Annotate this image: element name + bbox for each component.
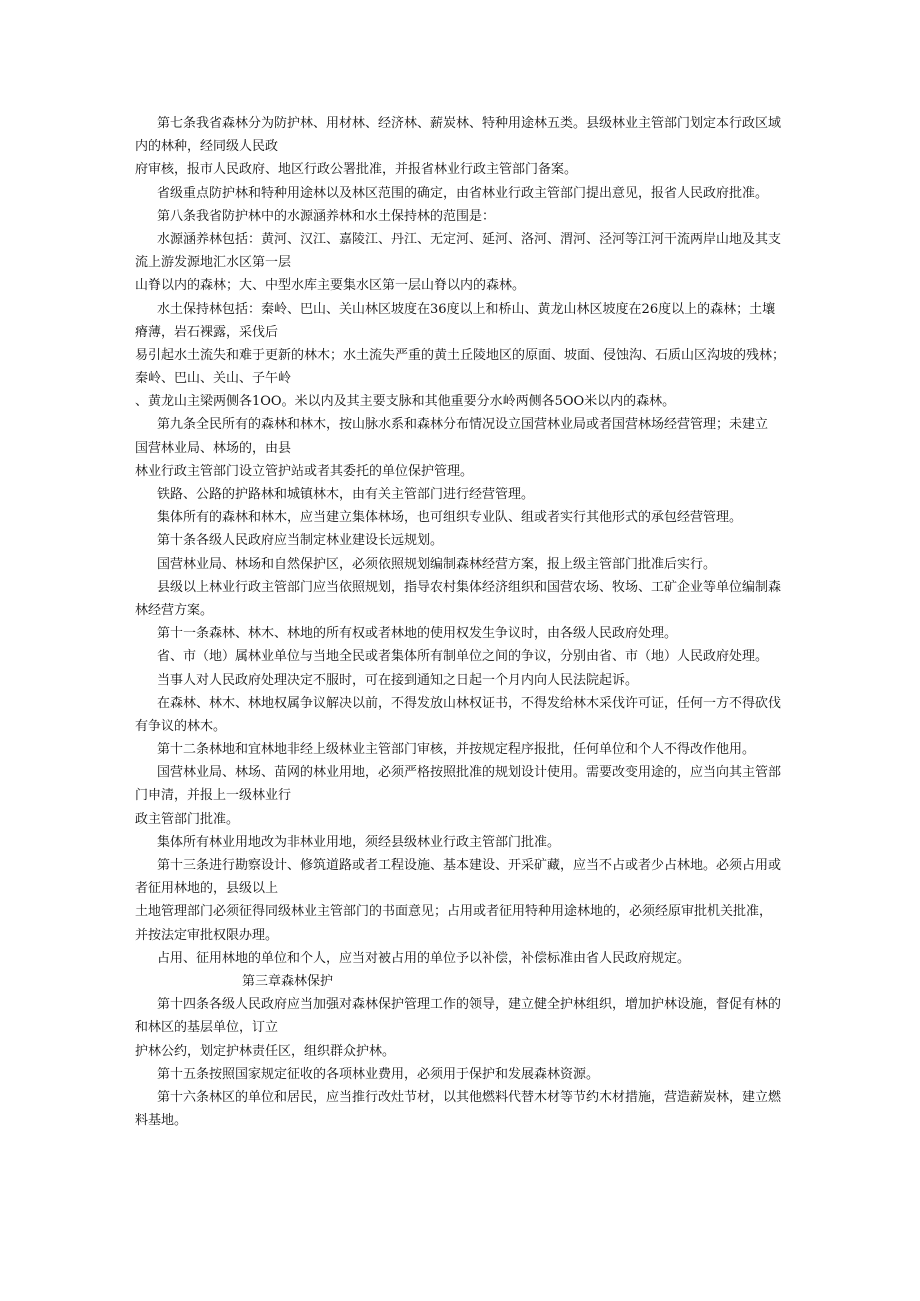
text-line: 第十条各级人民政府应当制定林业建设长远规划。 <box>157 533 444 549</box>
text-line: 水土保持林包括：秦岭、巴山、关山林区坡度在36度以上和桥山、黄龙山林区坡度在26度以上的森林；土壤 <box>157 301 776 317</box>
text-line: 有争议的林木。 <box>135 718 227 734</box>
text-line: 第十二条林地和宜林地非经上级林业主管部门审核，并按规定程序报批，任何单位和个人不得改作他用。 <box>157 742 756 758</box>
text-line: 林业行政主管部门设立管护站或者其委托的单位保护管理。 <box>135 463 474 479</box>
text-line: 瘠薄，岩石裸露，采伐后 <box>135 324 279 340</box>
text-line: 在森林、林木、林地权属争议解决以前，不得发放山林权证书，不得发给林木采伐许可证，任何一方不得砍伐 <box>157 695 782 711</box>
text-line: 流上游发源地汇水区第一层 <box>135 255 292 271</box>
text-line: 、黄龙山主梁两侧各1OO。米以内及其主要支脉和其他重要分水岭两侧各5OO米以内的森林。 <box>135 394 676 410</box>
text-line: 门申清，并报上一级林业行 <box>135 788 292 804</box>
text-line: 当事人对人民政府处理决定不服时，可在接到通知之日起一个月内向人民法院起诉。 <box>157 672 639 688</box>
text-line: 第十五条按照国家规定征收的各项林业费用，必须用于保护和发展森林资源。 <box>157 1066 600 1082</box>
text-line: 山脊以内的森林；大、中型水库主要集水区第一层山脊以内的森林。 <box>135 278 526 294</box>
text-line: 第十四条各级人民政府应当加强对森林保护管理工作的领导，建立健全护林组织，增加护林设施，督促有林的 <box>157 997 782 1013</box>
text-line: 秦岭、巴山、关山、子午岭 <box>135 371 292 387</box>
text-line: 第七条我省森林分为防护林、用材林、经济林、薪炭林、特种用途林五类。县级林业主管部门划定本行政区域 <box>157 116 782 131</box>
text-line: 水源涵养林包括：黄河、汉江、嘉陵江、丹江、无定河、延河、洛河、渭河、泾河等江河干流两岸山地及其支 <box>157 231 782 247</box>
text-line: 第八条我省防护林中的水源涵养林和水土保持林的范围是： <box>157 208 496 224</box>
text-line: 内的林种，经同级人民政 <box>135 139 279 155</box>
text-line: 第十三条进行勘察设计、修筑道路或者工程设施、基本建设、开采矿藏，应当不占或者少占林地。必须占用或 <box>157 858 782 873</box>
text-line: 第十一条森林、林木、林地的所有权或者林地的使用权发生争议时，由各级人民政府处理。 <box>157 626 678 642</box>
text-line: 铁路、公路的护路林和城镇林木，由有关主管部门进行经营管理。 <box>157 487 535 502</box>
text-line: 料基地。 <box>135 1113 188 1129</box>
text-line: 国营林业局、林场、苗网的林业用地，必须严格按照批准的规划设计使用。需要改变用途的，应当向其主管部 <box>157 765 782 781</box>
text-line: 易引起水土流失和难于更新的林木；水土流失严重的黄土丘陵地区的原面、坡面、侵蚀沟、石质山区沟坡的残林； <box>135 347 786 363</box>
text-line: 和林区的基层单位，订立 <box>135 1020 279 1036</box>
text-line: 县级以上林业行政主管部门应当依照规划，指导农村集体经济组织和国营农场、牧场、工矿企业等单位编制森 <box>157 579 782 595</box>
text-line: 省、市（地）属林业单位与当地全民或者集体所有制单位之间的争议，分别由省、市（地）人民政府处理。 <box>157 649 769 665</box>
text-line: 集体所有的森林和林木，应当建立集体林场，也可组织专业队、组或者实行其他形式的承包经营管理。 <box>157 510 743 526</box>
text-line: 政主管部门批准。 <box>135 811 240 827</box>
text-line: 者征用林地的，县级以上 <box>135 881 279 897</box>
text-line: 护林公约，划定护林责任区，组织群众护林。 <box>135 1043 396 1059</box>
text-line: 林经营方案。 <box>135 602 214 618</box>
text-line: 省级重点防护林和特种用途林以及林区范围的确定，由省林业行政主管部门提出意见，报省人民政府批准。 <box>157 185 769 201</box>
text-line: 国营林业局、林场和自然保护区，必须依照规划编制森林经营方案，报上级主管部门批准后实行。 <box>157 556 717 572</box>
text-line: 占用、征用林地的单位和个人，应当对被占用的单位予以补偿，补偿标准由省人民政府规定。 <box>157 950 691 966</box>
text-line: 第十六条林区的单位和居民，应当推行改灶节材，以其他燃料代替木材等节约木材措施，营造薪炭林，建立燃 <box>157 1089 782 1105</box>
text-line: 第九条全民所有的森林和林木，按山脉水系和森林分布情况设立国营林业局或者国营林场经营管理；未建立 <box>157 417 769 433</box>
text-line: 国营林业局、林场的，由县 <box>135 440 292 456</box>
text-line: 土地管理部门必须征得同级林业主管部门的书面意见；占用或者征用特种用途林地的，必须经原审批机关批准， <box>135 904 773 920</box>
text-line: 集体所有林业用地改为非林业用地，须经县级林业行政主管部门批准。 <box>157 834 561 850</box>
text-line: 并按法定审批权限办理。 <box>135 927 279 943</box>
chapter-heading: 第三章森林保护 <box>242 973 334 989</box>
text-line: 府审核，报市人民政府、地区行政公署批准，并报省林业行政主管部门备案。 <box>135 162 578 178</box>
